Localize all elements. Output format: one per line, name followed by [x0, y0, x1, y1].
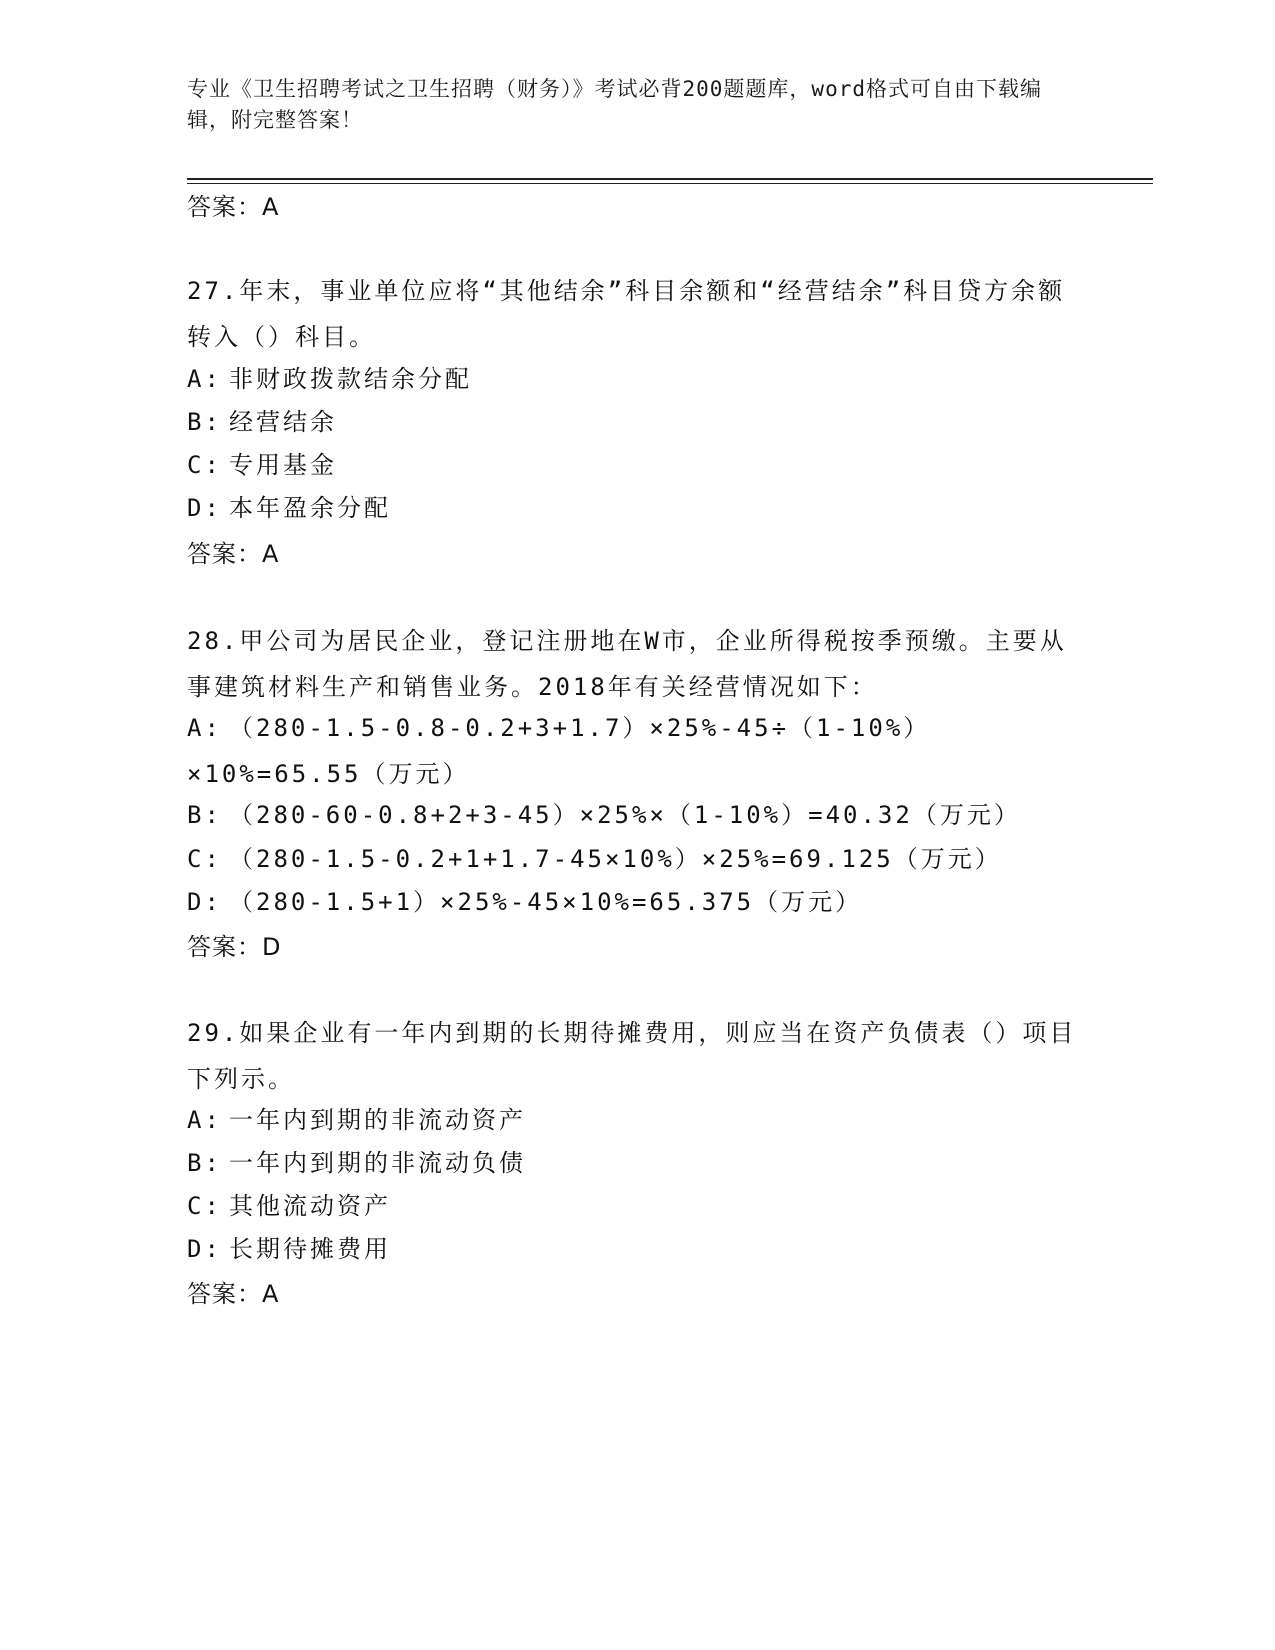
question-27-option-c: [187, 442, 1077, 488]
question-28-answer: 答案：D: [187, 933, 282, 961]
question-29-option-b: [187, 1140, 1077, 1186]
option-letter: D:: [187, 1235, 222, 1263]
option-letter: B:: [187, 408, 222, 436]
option-letter: A:: [187, 365, 222, 393]
question-27-option-b: [187, 399, 1077, 445]
previous-answer: 答案：A: [187, 193, 280, 221]
question-29-option-c: [187, 1183, 1077, 1229]
option-letter: C:: [187, 845, 222, 873]
question-29-answer: 答案：A: [187, 1280, 280, 1308]
question-27-answer: 答案：A: [187, 540, 280, 568]
question-29-stem: 29.如果企业有一年内到期的长期待摊费用，则应当在资产负债表（）项目下列示。: [187, 1019, 1077, 1093]
option-text: 一年内到期的非流动负债: [229, 1149, 526, 1177]
option-text: 经营结余: [229, 408, 337, 436]
option-text: 非财政拨款结余分配: [229, 365, 472, 393]
option-letter: C:: [187, 451, 222, 479]
question-27-stem: 27.年末，事业单位应将“其他结余”科目余额和“经营结余”科目贷方余额转入（）科目。: [187, 277, 1066, 351]
option-letter: B:: [187, 1149, 222, 1177]
question-28-option-a: [187, 705, 1077, 797]
header-divider-thick: [187, 178, 1153, 180]
option-letter: B:: [187, 801, 222, 829]
option-text: 专用基金: [229, 451, 337, 479]
question-27-option-a: [187, 356, 1077, 402]
question-28-option-c: [187, 836, 1077, 882]
option-letter: A:: [187, 714, 222, 742]
option-text: 一年内到期的非流动资产: [229, 1106, 526, 1134]
option-text: （280-1.5-0.8-0.2+3+1.7）×25%-45÷（1-10%）×10%=65.55（万元）: [187, 714, 931, 788]
header-divider-thin: [187, 183, 1153, 184]
option-letter: D:: [187, 494, 222, 522]
document-header: 专业《卫生招聘考试之卫生招聘（财务）》考试必背200题题库，word格式可自由下载编辑，附完整答案！: [187, 77, 1042, 132]
question-28-option-d: [187, 879, 1077, 925]
option-letter: D:: [187, 888, 222, 916]
option-text: 本年盈余分配: [229, 494, 391, 522]
question-29-option-a: [187, 1097, 1077, 1143]
option-text: （280-1.5-0.2+1+1.7-45×10%）×25%=69.125（万元）: [229, 845, 1002, 873]
question-27-option-d: [187, 485, 1077, 531]
question-28-option-b: [187, 792, 1077, 838]
option-text: 长期待摊费用: [229, 1235, 391, 1263]
option-letter: C:: [187, 1192, 222, 1220]
option-text: （280-60-0.8+2+3-45）×25%×（1-10%）=40.32（万元）: [229, 801, 1021, 829]
question-29-option-d: [187, 1226, 1077, 1272]
option-text: 其他流动资产: [229, 1192, 391, 1220]
option-letter: A:: [187, 1106, 222, 1134]
question-28-stem: 28.甲公司为居民企业，登记注册地在W市，企业所得税按季预缴。主要从事建筑材料生产和销售业务。2018年有关经营情况如下：: [187, 627, 1067, 701]
option-text: （280-1.5+1）×25%-45×10%=65.375（万元）: [229, 888, 863, 916]
